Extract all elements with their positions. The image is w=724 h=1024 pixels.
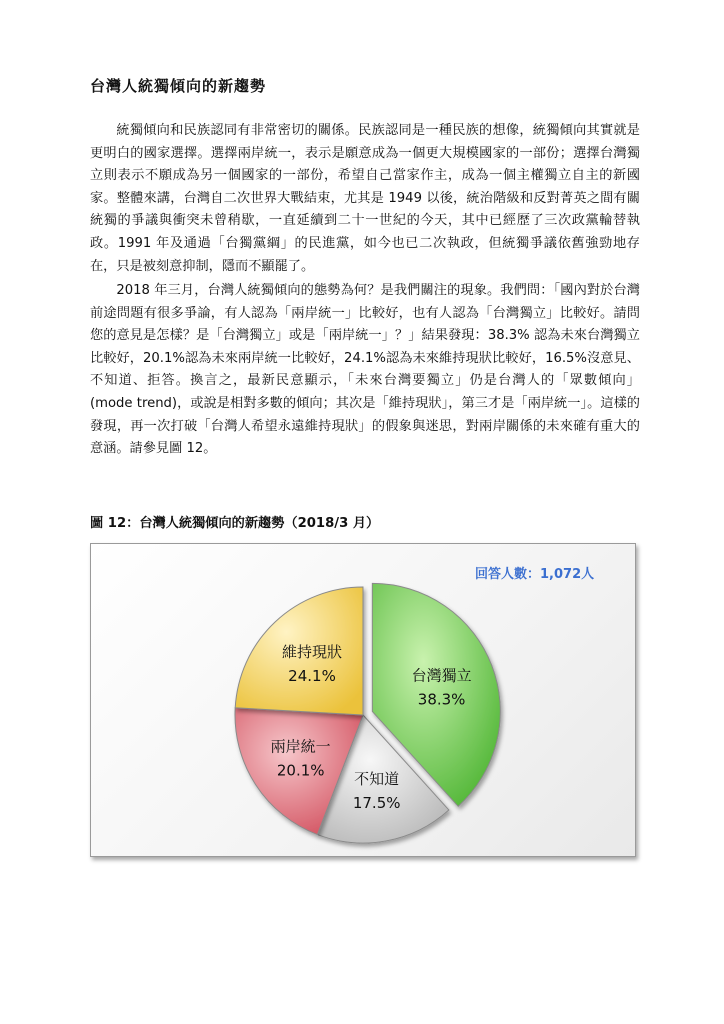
sample-size-note: 回答人數：1,072人 — [475, 567, 595, 582]
slice-label-status-quo: 維持現狀 — [282, 643, 343, 662]
pie-chart-frame — [90, 543, 636, 857]
slice-value-unification: 20.1% — [276, 761, 325, 780]
slice-value-dont-know: 17.5% — [352, 793, 401, 812]
section-title: 台灣人統獨傾向的新趨勢 — [90, 77, 267, 95]
figure-caption: 圖 12：台灣人統獨傾向的新趨勢（2018/3 月） — [90, 516, 380, 531]
pie-chart — [91, 544, 637, 858]
slice-label-dont-know: 不知道 — [354, 769, 400, 788]
slice-label-taiwan-independence: 台灣獨立 — [411, 666, 472, 685]
slice-label-unification: 兩岸統一 — [270, 737, 331, 756]
body-paragraph-2: 2018 年三月，台灣人統獨傾向的態勢為何？是我們關注的現象。我們問：「國內對於台灣前途問題有很多爭論，有人認為「兩岸統一」比較好，也有人認為「台灣獨立」比較好。請問您的意見是怎樣？是「台灣獨立」或是「兩岸統一」？」結果發現：38.3% 認為未來台灣獨立比較好，20.1%認為未來兩岸統一比較好，24.1%認為未來維持現狀比較好，16.5%沒意見、不知道、拒答。換言之，最新民意顯示，「未來台灣要獨立」仍是台灣人的「眾數傾向」(mode trend)，或說是相對多數的傾向；其次是「維持現狀」，第三才是「兩岸統一」。這樣的發現，再一次打破「台灣人希望永遠維持現狀」的假象與迷思，對兩岸關係的未來確有重大的意涵。請參見圖 12。 — [90, 283, 640, 457]
slice-value-taiwan-independence: 38.3% — [417, 690, 466, 709]
body-paragraph-1: 統獨傾向和民族認同有非常密切的關係。民族認同是一種民族的想像，統獨傾向其實就是更明白的國家選擇。選擇兩岸統一，表示是願意成為一個更大規模國家的一部份；選擇台灣獨立則表示不願成為另一個國家的一部份，希望自己當家作主，成為一個主權獨立自主的新國家。整體來講，台灣自二次世界大戰結束，尤其是 1949 以後，統治階級和反對菁英之間有關統獨的爭議與衝突未曾稍歇，一直延續到二十一世紀的今天，其中已經歷了三次政黨輪替執政。1991 年及通過「台獨黨綱」的民進黨，如今也已二次執政，但統獨爭議依舊強勁地存在，只是被刻意抑制，隱而不顯罷了。 — [90, 123, 640, 274]
slice-value-status-quo: 24.1% — [288, 667, 336, 686]
